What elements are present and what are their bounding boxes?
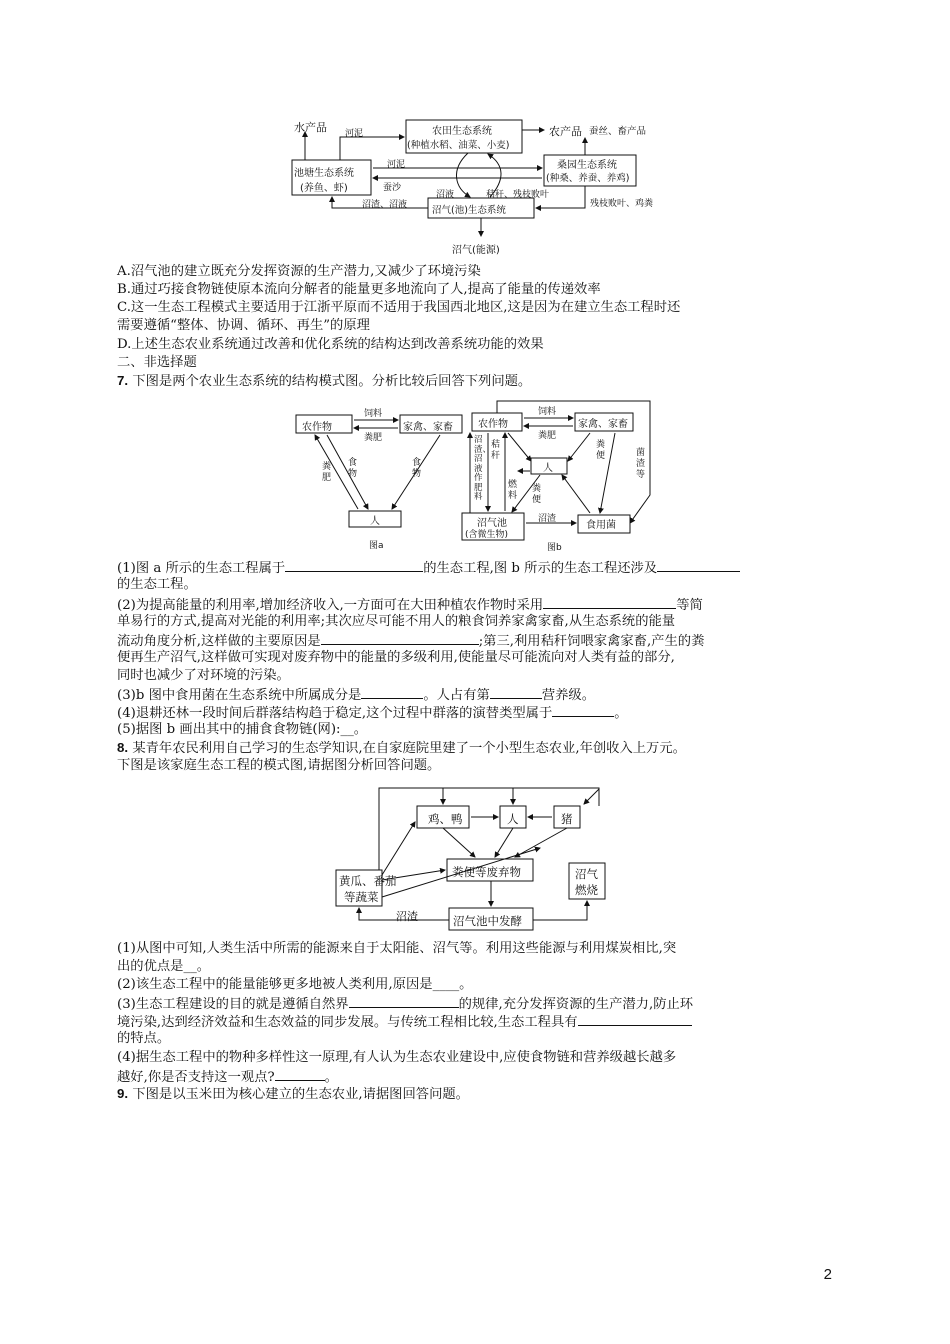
q7-part3-text-a: (3)b 图中食用菌在生态系统中所属成分是 xyxy=(117,688,362,703)
fig2b-caption: 图b xyxy=(547,543,562,553)
q7-part2-line2: 单易行的方式,提高对光能的利用率;其次应尽可能不用人的粮食饲养家禽家畜,从生态系统的能量 xyxy=(117,614,676,629)
q7-part3-text-c: 营养级。 xyxy=(541,688,595,703)
q7-part1-text-b: 的生态工程,图 b 所示的生态工程还涉及 xyxy=(423,561,658,576)
q8-part3-line3: 的特点。 xyxy=(117,1031,171,1046)
fig1-mud2: 河泥 xyxy=(387,160,406,170)
q7-part4-text-b: 。 xyxy=(614,706,628,721)
q7-part4 xyxy=(117,703,628,722)
fig3-burn2: 燃烧 xyxy=(575,883,598,897)
fig1-silk: 蚕丝、畜产品 xyxy=(589,126,647,137)
fig2b-livestock: 家禽、家畜 xyxy=(578,419,628,430)
q8-part3-blank2[interactable] xyxy=(578,1012,692,1026)
fig3-chicken: 鸡、鸭 xyxy=(428,812,463,826)
fig2a-crop: 农作物 xyxy=(302,422,332,433)
fig2a-manure-v: 粪肥 xyxy=(322,462,332,483)
q8-part4-text-b: 越好,你是否支持这一观点? xyxy=(117,1070,275,1085)
fig1-aquatic: 水产品 xyxy=(294,121,327,134)
option-b: B.通过巧接食物链使原本流向分解者的能量更多地流向了人,提高了能量的传递效率 xyxy=(117,282,601,297)
q7-part1-line1 xyxy=(117,558,740,577)
option-c-line1: C.这一生态工程模式主要适用于江浙平原而不适用于我国西北地区,这是因为在建立生态工程时还 xyxy=(117,300,681,315)
fig2b-fuel: 燃料 xyxy=(508,480,518,501)
fig1-energy: 沼气(能源) xyxy=(452,245,500,256)
fig2a-feed: 饲料 xyxy=(364,409,383,419)
fig1-mulberry: 桑园生态系统 xyxy=(557,160,617,171)
q7-part2-line4: 便再生产沼气,这样做可实现对废弃物中的能量的多级利用,使能量尽可能流向对人类有益的部分, xyxy=(117,650,675,665)
fig2a-manure: 粪肥 xyxy=(364,433,383,443)
q8-part4-line2 xyxy=(117,1067,338,1086)
question-7-text: 下图是两个农业生态系统的结构模式图。分析比较后回答下列问题。 xyxy=(128,374,532,389)
fig2b-feces2: 粪便 xyxy=(532,484,542,505)
fig3-veg1: 黄瓜、番茄 xyxy=(339,874,397,888)
q7-part2-blank2[interactable] xyxy=(321,631,479,645)
q7-part4-blank[interactable] xyxy=(552,703,614,717)
fig3-veg2: 等蔬菜 xyxy=(344,890,379,904)
fig2b-crop: 农作物 xyxy=(478,419,508,430)
fig2b-fungus-residue: 菌渣等 xyxy=(636,448,646,480)
q8-part3-blank1[interactable] xyxy=(349,994,459,1008)
q8-part3-line1 xyxy=(117,994,693,1013)
section-heading: 二、非选择题 xyxy=(117,355,197,370)
question-8-line1 xyxy=(117,739,686,757)
question-8-line2: 下图是该家庭生态工程的模式图,请据图分析回答问题。 xyxy=(117,758,441,773)
q8-part1-line1: (1)从图中可知,人类生活中所需的能源来自于太阳能、沼气等。利用这些能源与利用煤炭相比,突 xyxy=(117,941,677,956)
question-7-number: 7. xyxy=(117,373,129,388)
page-number: 2 xyxy=(823,1266,832,1283)
option-d: D.上述生态农业系统通过改善和优化系统的结构达到改善系统功能的效果 xyxy=(117,337,544,352)
option-c-line2: 需要遵循“整体、协调、循环、再生”的原理 xyxy=(117,318,370,333)
q8-part4-blank[interactable] xyxy=(275,1067,325,1081)
fig2b-manure: 粪肥 xyxy=(538,431,557,441)
question-8-text1: 某青年农民利用自己学习的生态学知识,在自家庭院里建了一个小型生态农业,年创收入上万元。 xyxy=(128,741,686,756)
question-9-number: 9. xyxy=(117,1086,129,1101)
fig1-straw: 秸秆、残枝败叶 xyxy=(486,190,550,200)
question-8-number: 8. xyxy=(117,740,129,755)
q8-part3-text-a: (3)生态工程建设的目的就是遵循自然界 xyxy=(117,997,349,1012)
q7-part2-text-e: ;第三,利用秸秆饲喂家禽家畜,产生的粪 xyxy=(478,634,705,649)
fig2a-food2: 食物 xyxy=(412,458,422,479)
fig1-leaves: 残枝败叶、鸡粪 xyxy=(590,199,654,209)
question-7-stem xyxy=(117,372,531,390)
fig2a-food1: 食物 xyxy=(348,458,358,479)
q7-part2-text-a: (2)为提高能量的利用率,增加经济收入,一方面可在大田种植农作物时采用 xyxy=(117,598,544,613)
q7-part2-text-d: 流动角度分析,这样做的主要原因是 xyxy=(117,634,321,649)
q8-part4-line1: (4)据生态工程中的物种多样性这一原理,有人认为生态农业建设中,应使食物链和营养级越长越多 xyxy=(117,1050,677,1065)
fig1-pond: 池塘生态系统 xyxy=(294,168,354,179)
fig2b-feed: 饲料 xyxy=(538,407,557,417)
q7-part2-line3 xyxy=(117,631,704,650)
fig2b-straw: 秸秆 xyxy=(491,440,501,461)
fig2b-person: 人 xyxy=(543,463,553,474)
fig1-mud1: 河泥 xyxy=(345,129,364,139)
q8-part4-text-c: 。 xyxy=(324,1070,338,1085)
q8-part3-line2 xyxy=(117,1012,692,1031)
q7-part3 xyxy=(117,685,595,704)
q7-part3-text-b: 。人占有第 xyxy=(423,688,490,703)
fig1-residue: 沼渣、沼液 xyxy=(362,200,408,210)
q7-part5: (5)据图 b 画出其中的捕食食物链(网):__。 xyxy=(117,722,368,737)
q7-part2-text-b: 等简 xyxy=(676,598,703,613)
option-a: A.沼气池的建立既充分发挥资源的生产潜力,又减少了环境污染 xyxy=(117,264,481,279)
fig2a-caption: 图a xyxy=(369,541,384,551)
q7-part2-line5: 同时也减少了对环境的污染。 xyxy=(117,668,290,683)
q7-part1-text-a: (1)图 a 所示的生态工程属于 xyxy=(117,561,286,576)
q7-part3-blank1[interactable] xyxy=(361,685,423,699)
fig2b-feces1: 粪便 xyxy=(596,440,606,461)
fig3-residue: 沼渣 xyxy=(396,910,418,923)
fig2b-residue-fert: 沼渣、沼液作肥料 xyxy=(474,435,492,502)
fig1-agri: 农产品 xyxy=(549,125,582,138)
fig3-burn1: 沼气 xyxy=(575,867,598,881)
fig1-paddy: 农田生态系统 xyxy=(432,126,492,137)
q7-part1-line2: 的生态工程。 xyxy=(117,577,197,592)
q8-part2: (2)该生态工程中的能量能够更多地被人类利用,原因是____。 xyxy=(117,977,473,992)
q7-part4-text-a: (4)退耕还林一段时间后群落结构趋于稳定,这个过程中群落的演替类型属于 xyxy=(117,706,553,721)
fig3-waste: 粪便等废弃物 xyxy=(452,865,521,879)
fig3-ferment: 沼气池中发酵 xyxy=(453,914,522,928)
fig2b-fungus: 食用菌 xyxy=(586,520,616,531)
fig1-slurry: 沼液 xyxy=(436,190,455,200)
question-9-stem xyxy=(117,1085,469,1103)
fig3-pig: 猪 xyxy=(561,812,573,826)
fig2b-biogas: 沼气池 xyxy=(477,518,507,529)
q7-part2-blank1[interactable] xyxy=(543,595,676,609)
fig3-person: 人 xyxy=(507,812,519,826)
q7-part1-blank2[interactable] xyxy=(657,558,740,572)
fig2a-person: 人 xyxy=(370,516,380,527)
q8-part1-line2: 出的优点是__。 xyxy=(117,959,211,974)
fig1-biogas: 沼气(池)生态系统 xyxy=(432,205,506,216)
q8-part3-text-c: 境污染,达到经济效益和生态效益的同步发展。与传统工程相比较,生态工程具有 xyxy=(117,1015,578,1030)
q8-part3-text-b: 的规律,充分发挥资源的生产潜力,防止环 xyxy=(458,997,694,1012)
fig1-silkworm: 蚕沙 xyxy=(383,183,402,193)
q7-part1-blank1[interactable] xyxy=(285,558,423,572)
fig1-pond-sub: (养鱼、虾) xyxy=(300,183,348,194)
fig2b-residue: 沼渣 xyxy=(538,514,557,524)
q7-part3-blank2[interactable] xyxy=(490,685,542,699)
fig2a-livestock: 家禽、家畜 xyxy=(403,422,453,433)
q7-part2-line1 xyxy=(117,595,703,614)
fig2b-biogas-sub: (含微生物) xyxy=(465,530,509,540)
fig1-mulberry-sub: (种桑、养蚕、养鸡) xyxy=(546,173,630,184)
fig1-paddy-sub: (种植水稻、油菜、小麦) xyxy=(407,140,510,151)
question-9-text: 下图是以玉米田为核心建立的生态农业,请据图回答问题。 xyxy=(128,1087,469,1102)
